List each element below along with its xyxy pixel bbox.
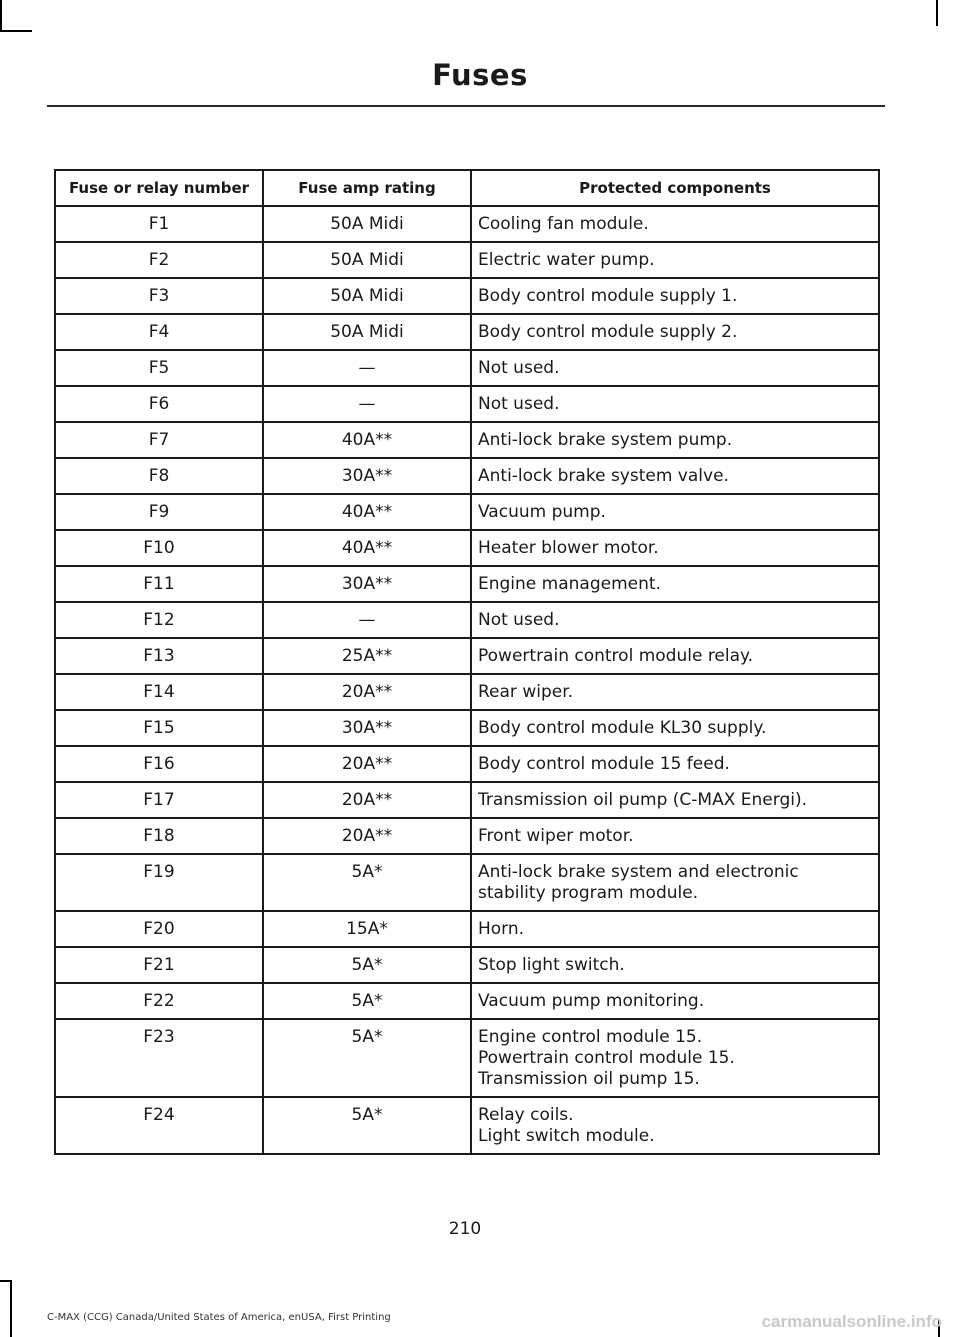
amp-rating-cell: 20A** — [263, 746, 471, 782]
fuse-number-cell: F6 — [55, 386, 263, 422]
component-line: Body control module supply 2. — [478, 322, 738, 342]
component-line: stability program module. — [478, 883, 699, 903]
protected-components-cell — [471, 746, 879, 782]
fuse-number-cell: F7 — [55, 422, 263, 458]
component-line: Anti-lock brake system valve. — [478, 466, 729, 486]
table-row — [55, 530, 879, 566]
table-row — [55, 278, 879, 314]
component-line: Anti-lock brake system and electronic — [478, 862, 799, 882]
page-title: Fuses — [432, 58, 528, 92]
fuse-number-cell: F2 — [55, 242, 263, 278]
fuse-number-cell: F11 — [55, 566, 263, 602]
protected-components-cell — [471, 278, 879, 314]
amp-rating-cell: 25A** — [263, 638, 471, 674]
protected-components-cell — [471, 242, 879, 278]
amp-rating-cell: 20A** — [263, 782, 471, 818]
header-divider — [47, 105, 885, 107]
amp-rating-cell: 5A* — [263, 854, 471, 911]
amp-rating-cell: 15A* — [263, 911, 471, 947]
amp-rating-cell: 30A** — [263, 566, 471, 602]
amp-rating-cell: 50A Midi — [263, 242, 471, 278]
fuse-number-cell: F3 — [55, 278, 263, 314]
amp-rating-cell: 40A** — [263, 530, 471, 566]
protected-components-cell — [471, 983, 879, 1019]
fuse-number-cell: F20 — [55, 911, 263, 947]
fuse-table — [54, 169, 880, 1155]
fuse-number-cell: F5 — [55, 350, 263, 386]
protected-components-cell — [471, 458, 879, 494]
fuse-number-cell: F10 — [55, 530, 263, 566]
table-body — [55, 206, 879, 1154]
fuse-number-cell: F22 — [55, 983, 263, 1019]
table-row — [55, 566, 879, 602]
table-row — [55, 458, 879, 494]
fuse-number-cell: F24 — [55, 1097, 263, 1154]
table-row — [55, 350, 879, 386]
footer-text: C-MAX (CCG) Canada/United States of America, enUSA, First Printing — [47, 1312, 391, 1323]
protected-components-cell — [471, 638, 879, 674]
table-row — [55, 911, 879, 947]
crop-mark — [936, 0, 938, 26]
amp-rating-cell: — — [263, 602, 471, 638]
crop-mark — [10, 1282, 12, 1337]
table-row — [55, 206, 879, 242]
amp-rating-cell: 50A Midi — [263, 206, 471, 242]
fuse-number-cell: F4 — [55, 314, 263, 350]
watermark-logo: carmanualsonline.info — [761, 1312, 942, 1331]
crop-mark — [0, 0, 2, 30]
component-line: Heater blower motor. — [478, 538, 659, 558]
fuse-number-cell: F18 — [55, 818, 263, 854]
protected-components-cell — [471, 818, 879, 854]
protected-components-cell — [471, 422, 879, 458]
component-line: Stop light switch. — [478, 955, 625, 975]
protected-components-cell — [471, 386, 879, 422]
table-row — [55, 983, 879, 1019]
component-line: Powertrain control module 15. — [478, 1048, 735, 1068]
amp-rating-cell: 40A** — [263, 422, 471, 458]
component-line: Engine management. — [478, 574, 661, 594]
component-line: Not used. — [478, 358, 560, 378]
table-row — [55, 947, 879, 983]
amp-rating-cell: — — [263, 350, 471, 386]
protected-components-cell — [471, 206, 879, 242]
table-header-row — [55, 170, 879, 206]
fuse-number-cell: F14 — [55, 674, 263, 710]
protected-components-cell — [471, 314, 879, 350]
protected-components-cell — [471, 1097, 879, 1154]
table-row — [55, 422, 879, 458]
component-line: Engine control module 15. — [478, 1027, 703, 1047]
page-number: 210 — [448, 1219, 482, 1239]
amp-rating-cell: 5A* — [263, 983, 471, 1019]
table-row — [55, 386, 879, 422]
table-row — [55, 674, 879, 710]
protected-components-cell — [471, 947, 879, 983]
protected-components-cell — [471, 911, 879, 947]
component-line: Body control module KL30 supply. — [478, 718, 767, 738]
fuse-number-cell: F12 — [55, 602, 263, 638]
crop-mark — [0, 30, 32, 32]
protected-components-cell — [471, 710, 879, 746]
amp-rating-cell: — — [263, 386, 471, 422]
component-line: Rear wiper. — [478, 682, 574, 702]
component-line: Cooling fan module. — [478, 214, 649, 234]
component-line: Front wiper motor. — [478, 826, 634, 846]
amp-rating-cell: 30A** — [263, 710, 471, 746]
component-line: Not used. — [478, 610, 560, 630]
component-line: Anti-lock brake system pump. — [478, 430, 733, 450]
amp-rating-cell: 5A* — [263, 1097, 471, 1154]
component-line: Vacuum pump monitoring. — [478, 991, 705, 1011]
protected-components-cell — [471, 350, 879, 386]
protected-components-cell — [471, 530, 879, 566]
fuse-number-cell: F8 — [55, 458, 263, 494]
table-row — [55, 494, 879, 530]
amp-rating-cell: 20A** — [263, 674, 471, 710]
component-line: Transmission oil pump (C-MAX Energi). — [478, 790, 807, 810]
column-header-amp: Fuse amp rating — [263, 170, 471, 206]
protected-components-cell — [471, 1019, 879, 1097]
component-line: Powertrain control module relay. — [478, 646, 754, 666]
amp-rating-cell: 5A* — [263, 1019, 471, 1097]
fuse-number-cell: F21 — [55, 947, 263, 983]
component-line: Electric water pump. — [478, 250, 655, 270]
protected-components-cell — [471, 854, 879, 911]
protected-components-cell — [471, 782, 879, 818]
amp-rating-cell: 20A** — [263, 818, 471, 854]
protected-components-cell — [471, 494, 879, 530]
fuse-number-cell: F19 — [55, 854, 263, 911]
amp-rating-cell: 30A** — [263, 458, 471, 494]
component-line: Horn. — [478, 919, 525, 939]
fuse-number-cell: F23 — [55, 1019, 263, 1097]
column-header-components: Protected components — [471, 170, 879, 206]
component-line: Body control module 15 feed. — [478, 754, 730, 774]
amp-rating-cell: 5A* — [263, 947, 471, 983]
fuse-number-cell: F13 — [55, 638, 263, 674]
amp-rating-cell: 50A Midi — [263, 278, 471, 314]
table-row — [55, 782, 879, 818]
table-row — [55, 818, 879, 854]
component-line: Body control module supply 1. — [478, 286, 738, 306]
fuse-number-cell: F9 — [55, 494, 263, 530]
component-line: Not used. — [478, 394, 560, 414]
table-row — [55, 746, 879, 782]
table-row — [55, 314, 879, 350]
component-line: Vacuum pump. — [478, 502, 606, 522]
fuse-number-cell: F15 — [55, 710, 263, 746]
fuse-number-cell: F17 — [55, 782, 263, 818]
table-row — [55, 710, 879, 746]
fuse-number-cell: F16 — [55, 746, 263, 782]
crop-mark — [0, 1280, 12, 1282]
table-row — [55, 1097, 879, 1154]
table-row — [55, 638, 879, 674]
table-row — [55, 1019, 879, 1097]
component-line: Light switch module. — [478, 1126, 655, 1146]
table-row — [55, 242, 879, 278]
table-row — [55, 854, 879, 911]
fuse-number-cell: F1 — [55, 206, 263, 242]
amp-rating-cell: 50A Midi — [263, 314, 471, 350]
component-line: Relay coils. — [478, 1105, 574, 1125]
protected-components-cell — [471, 566, 879, 602]
component-line: Transmission oil pump 15. — [478, 1069, 700, 1089]
amp-rating-cell: 40A** — [263, 494, 471, 530]
column-header-fuse: Fuse or relay number — [55, 170, 263, 206]
protected-components-cell — [471, 674, 879, 710]
table-row — [55, 602, 879, 638]
protected-components-cell — [471, 602, 879, 638]
